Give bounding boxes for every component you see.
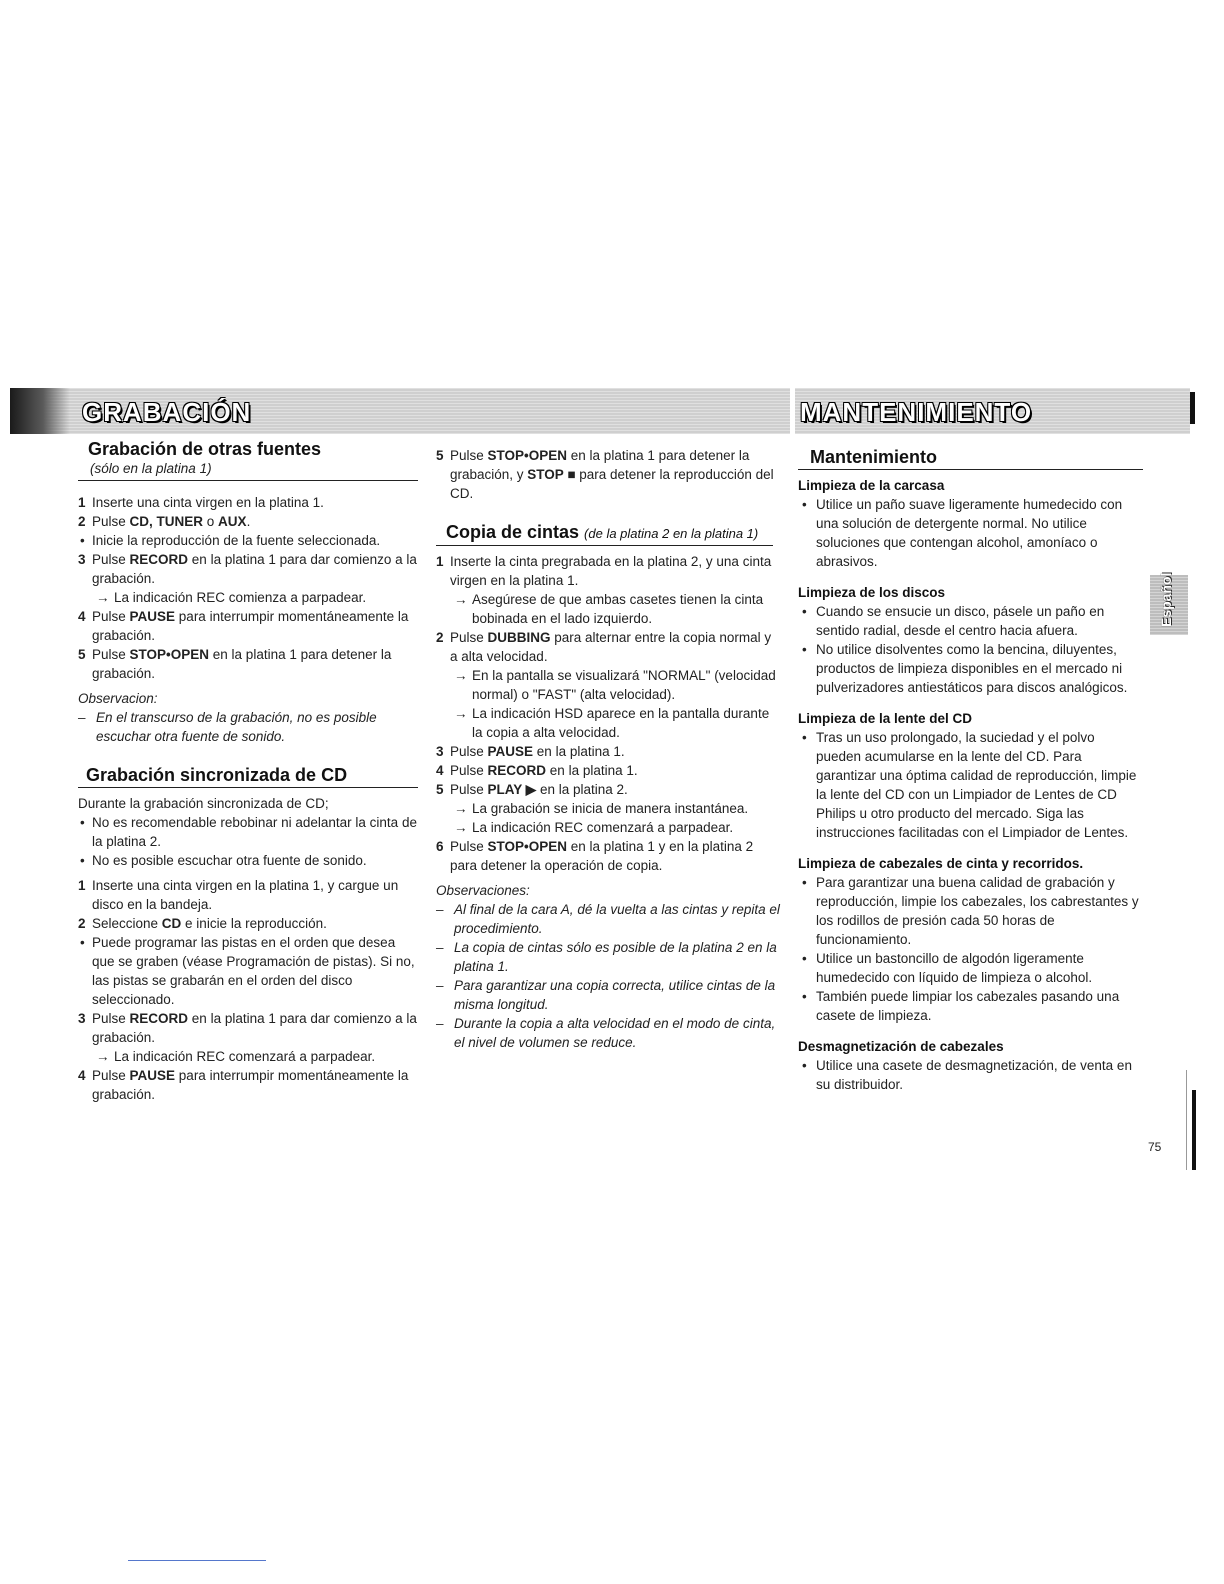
step-text: Pulse — [92, 514, 130, 529]
step-text: Pulse — [450, 630, 488, 645]
step-number: 2 — [78, 916, 86, 931]
step-number: 5 — [436, 782, 444, 797]
step-text: para alternar entre la copia normal y a alta velocidad. — [450, 630, 772, 664]
bullet-icon: • — [802, 1058, 807, 1073]
step-item — [436, 552, 781, 590]
step-item — [78, 876, 418, 914]
bullet-icon: • — [80, 815, 85, 830]
bullet-item — [798, 728, 1143, 842]
bullet-text: No utilice disolventes como la bencina, diluyentes, productos de limpieza disponibles en el mercado ni pulverizadores antiestáticos para discos analógicos. — [816, 642, 1128, 695]
step-item — [436, 780, 781, 799]
section-header — [798, 448, 1143, 470]
bullet-text: Cuando se ensucie un disco, pásele un paño en sentido radial, desde el centro hacia afuera. — [816, 604, 1105, 638]
button-name: RECORD — [129, 552, 189, 567]
step-number: 4 — [78, 609, 86, 624]
bullet-icon: • — [80, 935, 85, 950]
result-text: En la pantalla se visualizará "NORMAL" (velocidad normal) o "FAST" (alta velocidad). — [472, 668, 776, 702]
note-text: La copia de cintas sólo es posible de la platina 2 en la platina 1. — [454, 940, 777, 974]
step-text: Pulse — [92, 647, 130, 662]
spacer — [798, 842, 1143, 854]
bullet-icon: • — [802, 604, 807, 619]
bullet-item — [798, 640, 1143, 697]
note-item — [436, 976, 781, 1014]
edge-mark — [1192, 1090, 1196, 1170]
step-text: Puede programar las pistas en el orden que desea que se graben (véase Programación de pistas). Si no, las pistas se grabarán en el orden del disco seleccionado. — [92, 935, 415, 1007]
section-title-sub: (de la platina 2 en la platina 1) — [584, 526, 759, 541]
language-tab-label: Español — [1158, 572, 1174, 627]
result-text: La indicación REC comenzará a parpadear. — [472, 820, 734, 835]
step-text: en la platina 1 para detener la grabación, y — [450, 448, 750, 482]
step-number: 4 — [436, 763, 444, 778]
step-item — [78, 1009, 418, 1047]
step-text: o — [203, 514, 219, 529]
result-note — [436, 818, 781, 837]
subsection-heading: Limpieza de los discos — [798, 585, 946, 600]
footer-line — [128, 1560, 266, 1561]
section-title: Grabación sincronizada de CD — [86, 765, 348, 785]
arrow-icon: → — [96, 590, 110, 605]
step-text: para detener la reproducción del CD. — [450, 467, 774, 501]
result-note — [436, 799, 781, 818]
bullet-icon: • — [802, 875, 807, 890]
result-note — [78, 1047, 418, 1066]
result-note — [436, 590, 781, 628]
arrow-icon: → — [96, 1049, 110, 1064]
bullet-item — [78, 813, 418, 851]
button-name: CD — [161, 916, 182, 931]
step-number: 2 — [78, 514, 86, 529]
result-note — [78, 588, 418, 607]
step-number: 1 — [78, 878, 86, 893]
subsection-heading: Limpieza de la carcasa — [798, 478, 945, 493]
button-name: STOP•OPEN — [487, 839, 568, 854]
note-list — [436, 900, 781, 1052]
step-item — [78, 933, 418, 1009]
column-right — [798, 448, 1143, 1094]
step-text: Pulse — [92, 1068, 130, 1083]
section-banner-grabacion — [10, 388, 790, 434]
button-name: PAUSE — [487, 744, 534, 759]
step-item — [436, 761, 781, 780]
step-text: Seleccione — [92, 916, 162, 931]
dash-icon: – — [436, 940, 444, 955]
bullet-item — [78, 851, 418, 870]
subsection-heading: Limpieza de la lente del CD — [798, 711, 973, 726]
bullet-icon: • — [802, 951, 807, 966]
step-item — [78, 914, 418, 933]
spacer — [798, 571, 1143, 583]
dash-icon: – — [436, 1016, 444, 1031]
section-title: Grabación de otras fuentes — [88, 439, 322, 459]
banner-title: GRABACIÓN — [82, 397, 252, 427]
bullet-text: Para garantizar una buena calidad de grabación y reproducción, limpie los cabezales, los cabrestantes y los rodillos de presión cada 50 horas de funcionamiento. — [816, 875, 1139, 947]
section-subtitle: (sólo en la platina 1) — [90, 461, 212, 476]
note-label: Observacion: — [78, 691, 158, 706]
button-name: STOP•OPEN — [129, 647, 210, 662]
bullet-text: Utilice una casete de desmagnetización, de venta en su distribuidor. — [816, 1058, 1132, 1092]
button-name: PAUSE — [129, 609, 176, 624]
arrow-icon: → — [454, 592, 468, 607]
note-label: Observaciones: — [436, 883, 530, 898]
step-item — [436, 837, 781, 875]
step-text: para interrumpir momentáneamente la grabación. — [92, 609, 409, 643]
button-name: CD, TUNER — [129, 514, 204, 529]
edge-line — [1186, 1070, 1187, 1170]
section-header — [78, 440, 418, 481]
step-text: Inicie la reproducción de la fuente seleccionada. — [92, 533, 381, 548]
note-item — [436, 938, 781, 976]
result-text: La indicación HSD aparece en la pantalla durante la copia a alta velocidad. — [472, 706, 770, 740]
bullet-item — [798, 495, 1143, 571]
step-item — [78, 493, 418, 512]
column-middle — [436, 446, 781, 1052]
section-intro: Durante la grabación sincronizada de CD; — [78, 796, 329, 811]
step-number: 3 — [436, 744, 444, 759]
bullet-text: No es posible escuchar otra fuente de sonido. — [92, 853, 367, 868]
language-tab — [1150, 572, 1188, 635]
bullet-icon: • — [80, 853, 85, 868]
arrow-icon: → — [454, 706, 468, 721]
step-item — [78, 645, 418, 683]
result-note — [436, 666, 781, 704]
step-number: 6 — [436, 839, 444, 854]
section-banner-mantenimiento — [795, 388, 1190, 434]
step-text: Inserte una cinta virgen en la platina 1. — [92, 495, 324, 510]
step-list — [436, 446, 781, 503]
edge-mark — [1190, 392, 1195, 424]
step-text: en la platina 1. — [533, 744, 625, 759]
step-item — [78, 531, 418, 550]
step-number: 2 — [436, 630, 444, 645]
arrow-icon: → — [454, 801, 468, 816]
column-left — [78, 440, 418, 1104]
step-text: Pulse — [92, 552, 130, 567]
bullet-text: Tras un uso prolongado, la suciedad y el polvo pueden acumularse en la lente del CD. Para garantizar una óptima calidad de reproducción, limpie la lente del CD con un Limpiador de Lentes de CD Philips u otro producto del mercado. Siga las instrucciones facilitadas con el Limpiador de Lentes. — [816, 730, 1137, 840]
step-text: en la platina 2. — [536, 782, 628, 797]
subsection-heading: Desmagnetización de cabezales — [798, 1039, 1004, 1054]
section-header — [436, 523, 773, 546]
note-item: – En el transcurso de la grabación, no es posible escuchar otra fuente de sonido. — [78, 710, 377, 744]
step-text: en la platina 1 para dar comienzo a la grabación. — [92, 1011, 417, 1045]
button-name: RECORD — [487, 763, 547, 778]
bullet-text: No es recomendable rebobinar ni adelantar la cinta de la platina 2. — [92, 815, 417, 849]
bullet-text: También puede limpiar los cabezales pasando una casete de limpieza. — [816, 989, 1120, 1023]
section-title: Mantenimiento — [810, 447, 938, 467]
step-text: . — [246, 514, 251, 529]
bullet-icon: • — [802, 989, 807, 1004]
note-text: Durante la copia a alta velocidad en el modo de cinta, el nivel de volumen se reduce. — [454, 1016, 776, 1050]
button-name: STOP•OPEN — [487, 448, 568, 463]
page-number: 75 — [1148, 1140, 1162, 1154]
button-name: PLAY ▶ — [487, 782, 537, 797]
result-text: Asegúrese de que ambas casetes tienen la cinta bobinada en el lado izquierdo. — [472, 592, 764, 626]
step-text: Pulse — [450, 782, 488, 797]
bullet-item — [798, 873, 1143, 949]
step-item — [436, 742, 781, 761]
note-text: En el transcurso de la grabación, no es posible escuchar otra fuente de sonido. — [96, 710, 377, 744]
step-list — [78, 493, 418, 683]
bullet-icon: • — [80, 533, 85, 548]
result-text: La indicación REC comienza a parpadear. — [114, 590, 367, 605]
button-name: AUX — [218, 514, 247, 529]
bullet-text: Utilice un bastoncillo de algodón ligeramente humedecido con líquido de limpieza o alcohol. — [816, 951, 1093, 985]
bullet-item — [798, 602, 1143, 640]
banner-gradient — [10, 388, 70, 434]
step-text: en la platina 1 para detener la grabación. — [92, 647, 392, 681]
step-number: 1 — [78, 495, 86, 510]
subsection-heading: Limpieza de cabezales de cinta y recorridos. — [798, 856, 1084, 871]
result-text: La grabación se inicia de manera instantánea. — [472, 801, 749, 816]
step-item — [78, 550, 418, 588]
step-text: Pulse — [450, 763, 488, 778]
step-list — [436, 552, 781, 875]
spacer — [798, 1025, 1143, 1037]
result-text: La indicación REC comenzará a parpadear. — [114, 1049, 376, 1064]
step-text: Pulse — [92, 1011, 130, 1026]
step-text: e inicie la reproducción. — [181, 916, 327, 931]
note-text: Al final de la cara A, dé la vuelta a las cintas y repita el procedimiento. — [454, 902, 780, 936]
button-name: PAUSE — [129, 1068, 176, 1083]
step-text: Pulse — [450, 839, 488, 854]
bullet-item — [798, 987, 1143, 1025]
step-text: Pulse — [450, 744, 488, 759]
section-title — [436, 523, 773, 543]
step-number: 4 — [78, 1068, 86, 1083]
step-number: 5 — [78, 647, 86, 662]
note-item — [436, 900, 781, 938]
button-name: RECORD — [129, 1011, 189, 1026]
button-name: STOP ■ — [527, 467, 576, 482]
step-text: en la platina 1. — [546, 763, 638, 778]
step-text: Pulse — [92, 609, 130, 624]
section-title-text: Copia de cintas — [446, 522, 580, 542]
bullet-icon: • — [802, 730, 807, 745]
step-text: Pulse — [450, 448, 488, 463]
note-item — [436, 1014, 781, 1052]
result-note — [436, 704, 781, 742]
bullet-icon: • — [802, 642, 807, 657]
section-header — [78, 766, 418, 788]
step-number: 5 — [436, 448, 444, 463]
bullet-text: Utilice un paño suave ligeramente humedecido con una solución de detergente normal. No utilice soluciones que contengan alcohol, amoníaco o abrasivos. — [816, 497, 1123, 569]
step-item — [436, 628, 781, 666]
bullet-list — [78, 813, 418, 870]
arrow-icon: → — [454, 668, 468, 683]
dash-icon: – — [436, 978, 444, 993]
note-text: Para garantizar una copia correcta, utilice cintas de la misma longitud. — [454, 978, 776, 1012]
bullet-item — [798, 1056, 1143, 1094]
step-number: 3 — [78, 1011, 86, 1026]
spacer — [798, 697, 1143, 709]
maintenance-sections — [798, 476, 1143, 1094]
dash-icon: – — [436, 902, 444, 917]
arrow-icon: → — [454, 820, 468, 835]
step-item — [78, 512, 418, 531]
step-item — [436, 446, 781, 503]
step-number: 1 — [436, 554, 444, 569]
step-text: en la platina 1 para dar comienzo a la grabación. — [92, 552, 417, 586]
banner-title: MANTENIMIENTO — [800, 397, 1033, 427]
step-text: en la platina 1 y en la platina 2 para detener la operación de copia. — [450, 839, 754, 873]
step-item — [78, 1066, 418, 1104]
button-name: DUBBING — [487, 630, 551, 645]
step-text: Inserte la cinta pregrabada en la platina 2, y una cinta virgen en la platina 1. — [450, 554, 772, 588]
step-number: 3 — [78, 552, 86, 567]
step-text: Inserte una cinta virgen en la platina 1, y cargue un disco en la bandeja. — [92, 878, 399, 912]
step-item — [78, 607, 418, 645]
bullet-icon: • — [802, 497, 807, 512]
bullet-item — [798, 949, 1143, 987]
step-text: para interrumpir momentáneamente la grabación. — [92, 1068, 409, 1102]
step-list — [78, 876, 418, 1104]
